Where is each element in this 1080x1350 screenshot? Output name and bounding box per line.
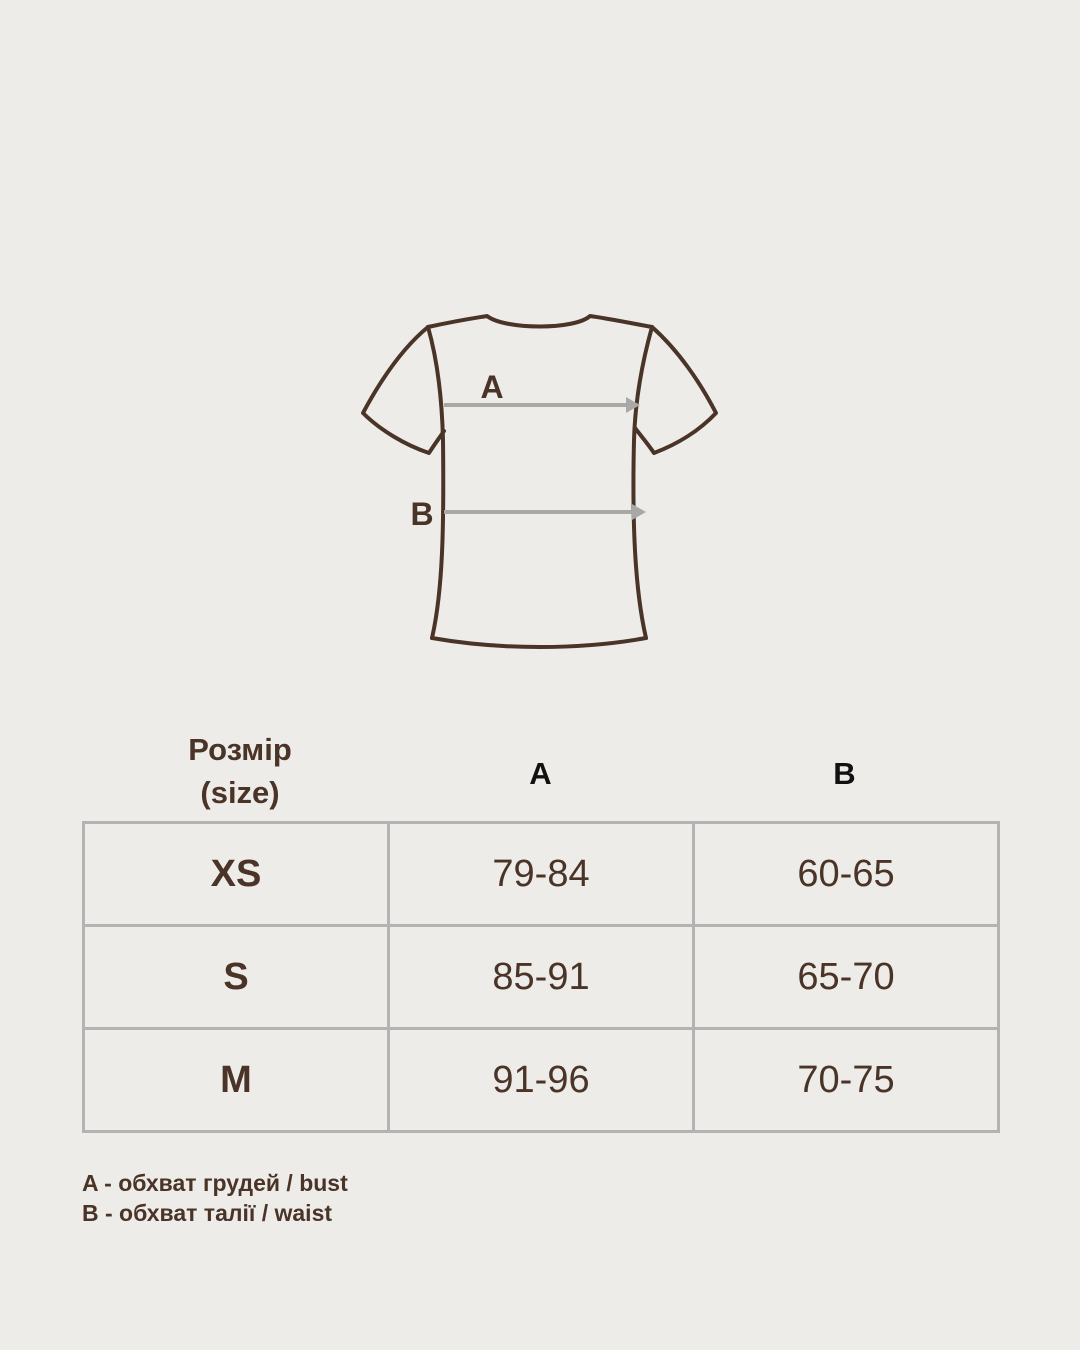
tshirt-outline [363, 316, 716, 647]
waist-cell: 60-65 [694, 823, 999, 926]
table-row [84, 926, 999, 1029]
column-a-header: A [529, 756, 552, 791]
table-row [84, 1029, 999, 1132]
size-cell: M [84, 1029, 389, 1132]
size-column-header [140, 728, 340, 814]
bust-cell: 79-84 [389, 823, 694, 926]
measure-arrow-a [444, 397, 640, 413]
size-header-line2: (size) [200, 775, 280, 810]
size-chart-table [82, 821, 1000, 1133]
waist-cell: 65-70 [694, 926, 999, 1029]
diagram-label-a: A [480, 369, 504, 405]
size-header-line1: Розмір [188, 732, 292, 767]
column-b-header: B [833, 756, 856, 791]
bust-cell: 91-96 [389, 1029, 694, 1132]
waist-cell: 70-75 [694, 1029, 999, 1132]
size-cell: XS [84, 823, 389, 926]
legend-line-a: A - обхват грудей / bust [82, 1170, 348, 1196]
table-row [84, 823, 999, 926]
measure-arrow-b [444, 504, 646, 520]
measurement-legend [82, 1168, 348, 1228]
bust-cell: 85-91 [389, 926, 694, 1029]
diagram-label-b: B [410, 496, 434, 532]
legend-line-b: B - обхват талії / waist [82, 1200, 333, 1226]
size-cell: S [84, 926, 389, 1029]
